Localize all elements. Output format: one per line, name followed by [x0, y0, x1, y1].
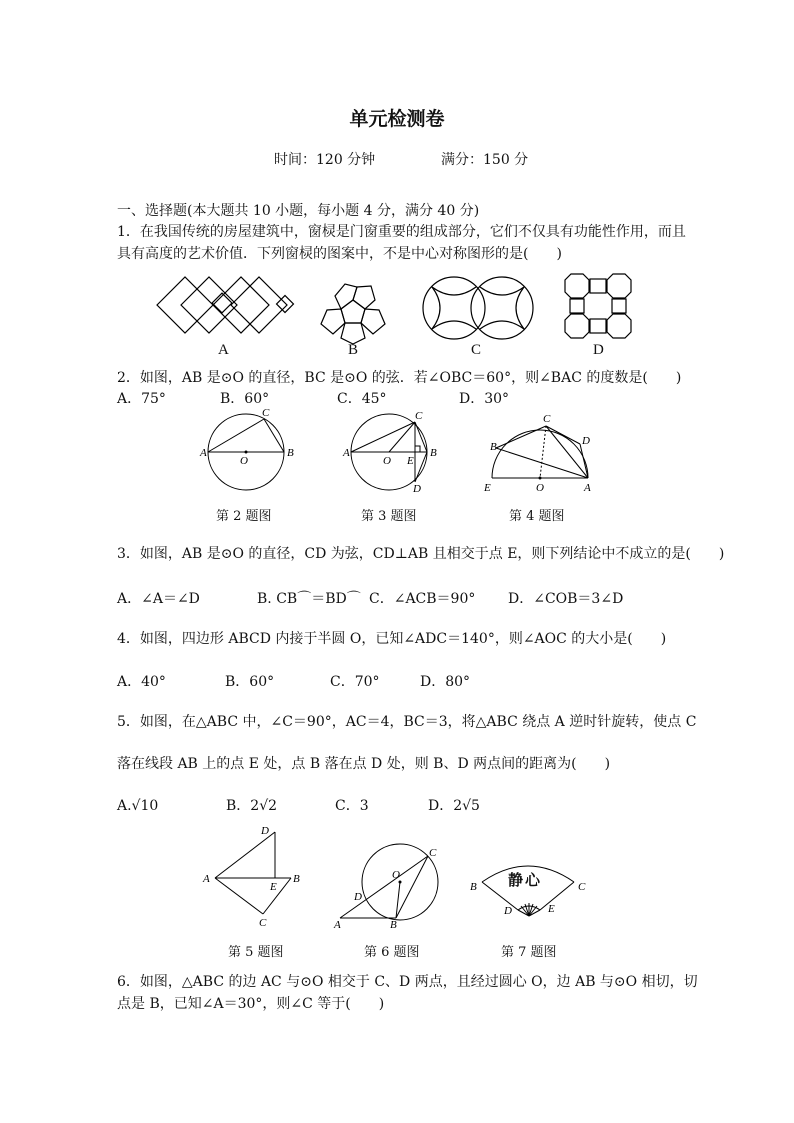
q1-option-b-label: B	[348, 342, 359, 358]
q2-option-a: A．75°	[117, 391, 166, 407]
q5-option-d: D．2√5	[428, 798, 480, 814]
q1-option-b-figure	[315, 278, 391, 344]
svg-text:E: E	[407, 455, 414, 467]
q4-option-a: A．40°	[117, 674, 166, 690]
svg-text:A: A	[200, 447, 207, 459]
q4-option-b: B．60°	[225, 674, 275, 690]
svg-text:A: A	[584, 482, 591, 494]
svg-text:O: O	[240, 455, 248, 467]
svg-text:O: O	[536, 482, 544, 494]
fig2-caption: 第 2 题图	[216, 509, 272, 524]
fig7-caption: 第 7 题图	[501, 945, 557, 960]
q3-text-line1: 3．如图，AB 是⊙O 的直径，CD 为弦，CD⊥AB 且相交于点 E，则下列结论中不成立的是( )	[117, 546, 725, 562]
time-info: 时间：120 分钟	[274, 152, 376, 168]
svg-text:A: A	[334, 919, 341, 931]
svg-text:D: D	[413, 483, 421, 495]
svg-text:D: D	[504, 905, 512, 917]
fig6-caption: 第 6 题图	[364, 945, 420, 960]
section-heading: 一、选择题(本大题共 10 小题，每小题 4 分，满分 40 分)	[117, 203, 480, 219]
q3-option-a: A．∠A＝∠D	[117, 591, 200, 607]
q4-figure	[484, 412, 596, 494]
q4-text-line1: 4．如图，四边形 ABCD 内接于半圆 O，已知∠ADC＝140°，则∠AOC 的大小是( )	[117, 631, 667, 647]
svg-text:B: B	[390, 919, 397, 931]
q5-text-line2: 落在线段 AB 上的点 E 处，点 B 落在点 D 处，则 B、D 两点间的距离为( )	[117, 756, 611, 772]
q2-figure	[200, 408, 300, 498]
q6-text-line2: 点是 B，已知∠A＝30°，则∠C 等于( )	[117, 996, 385, 1012]
svg-text:D: D	[261, 825, 269, 837]
q2-option-b: B．60°	[220, 391, 270, 407]
q5-option-c: C．3	[335, 798, 369, 814]
q5-option-a: A.√10	[117, 798, 159, 814]
fig5-caption: 第 5 题图	[228, 945, 284, 960]
q2-option-c: C．45°	[337, 391, 387, 407]
q1-option-d-figure	[563, 272, 635, 340]
fan-inscription: 静心	[508, 871, 543, 889]
q3-option-c: C．∠ACB＝90°	[369, 591, 476, 607]
score-info: 满分：150 分	[441, 152, 529, 168]
q1-text-line1: 1．在我国传统的房屋建筑中，窗棂是门窗重要的组成部分，它们不仅具有功能性作用，而且	[117, 224, 686, 240]
q3-option-d: D．∠COB＝3∠D	[508, 591, 624, 607]
svg-text:E: E	[548, 903, 555, 915]
q4-option-d: D．80°	[420, 674, 471, 690]
svg-text:C: C	[429, 847, 437, 859]
svg-text:D: D	[582, 435, 590, 447]
q1-option-a-label: A	[218, 342, 229, 358]
q1-option-c-figure	[422, 275, 534, 341]
svg-text:C: C	[262, 407, 270, 419]
svg-text:O: O	[392, 869, 400, 881]
svg-text:B: B	[470, 881, 477, 893]
q5-figure	[203, 824, 303, 930]
svg-text:C: C	[415, 410, 423, 422]
svg-text:E: E	[270, 881, 277, 893]
svg-text:B: B	[287, 447, 294, 459]
q1-option-a-figure	[155, 272, 295, 342]
svg-text:B: B	[293, 873, 300, 885]
q1-option-d-label: D	[593, 342, 604, 358]
fig3-caption: 第 3 题图	[361, 509, 417, 524]
q1-option-c-label: C	[471, 342, 482, 358]
svg-text:C: C	[578, 881, 586, 893]
q6-figure	[334, 838, 446, 930]
q3-option-b: B. CB⌒＝BD⌒	[257, 591, 361, 607]
svg-text:E: E	[484, 482, 491, 494]
q4-option-c: C．70°	[330, 674, 380, 690]
page-title: 单元检测卷	[349, 108, 445, 130]
svg-text:A: A	[203, 873, 210, 885]
q1-text-line2: 具有高度的艺术价值．下列窗棂的图案中，不是中心对称图形的是( )	[117, 246, 562, 262]
svg-text:C: C	[543, 413, 551, 425]
svg-text:C: C	[259, 917, 267, 929]
q5-option-b: B．2√2	[226, 798, 278, 814]
q3-figure	[343, 408, 443, 498]
svg-text:D: D	[354, 891, 362, 903]
svg-text:B: B	[430, 447, 437, 459]
svg-text:O: O	[383, 455, 391, 467]
q5-text-line1: 5．如图，在△ABC 中，∠C＝90°，AC＝4，BC＝3，将△ABC 绕点 A 逆时针旋转，使点 C	[117, 714, 697, 730]
q2-text-line1: 2．如图，AB 是⊙O 的直径，BC 是⊙O 的弦．若∠OBC＝60°，则∠BAC 的度数是( )	[117, 370, 682, 386]
svg-text:A: A	[343, 447, 350, 459]
q6-text-line1: 6．如图，△ABC 的边 AC 与⊙O 相交于 C、D 两点，且经过圆心 O，边 AB 与⊙O 相切，切	[117, 974, 698, 990]
fig4-caption: 第 4 题图	[509, 509, 565, 524]
svg-text:B: B	[490, 441, 497, 453]
q2-option-d: D．30°	[459, 391, 510, 407]
